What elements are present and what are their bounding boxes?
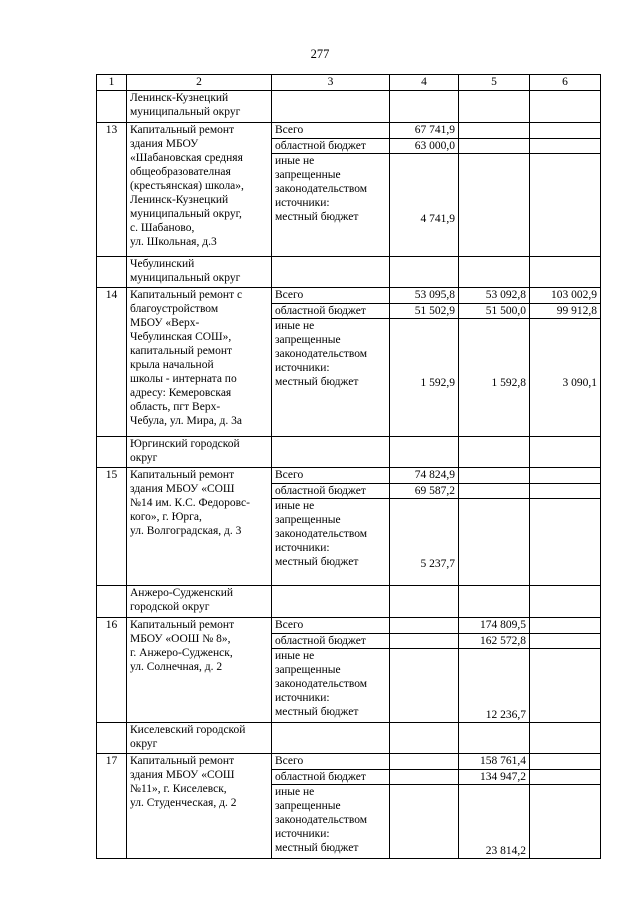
label-regional: областной бюджет [272, 770, 390, 785]
col-header-5: 5 [459, 75, 530, 91]
value-cell: 53 095,8 [390, 288, 459, 304]
value-cell: 158 761,4 [459, 754, 530, 770]
value-cell: 51 502,9 [390, 304, 459, 319]
value-cell: 134 947,2 [459, 770, 530, 785]
object-name: Капитальный ремонт здания МБОУ «СОШ №11», г. Киселевск, ул. Студенческая, д. 2 [130, 755, 237, 809]
row-number: 13 [97, 123, 127, 257]
label-total: Всего [272, 288, 390, 304]
district-name: Юргинский городской округ [130, 438, 240, 464]
value-cell: 53 092,8 [459, 288, 530, 304]
district-row [97, 91, 601, 123]
district-row [97, 723, 601, 754]
label-regional: областной бюджет [272, 484, 390, 499]
row-number: 16 [97, 618, 127, 723]
district-name: Киселевский городской округ [130, 724, 246, 750]
value-cell: 51 500,0 [459, 304, 530, 319]
label-regional: областной бюджет [272, 304, 390, 319]
row-number: 17 [97, 754, 127, 859]
label-other-local: иные не запрещенные законодательством источники: местный бюджет [275, 500, 368, 568]
value-cell: 5 237,7 [390, 499, 459, 586]
district-name: Ленинск-Кузнецкий муниципальный округ [130, 92, 241, 118]
label-total: Всего [272, 754, 390, 770]
object-name: Капитальный ремонт здания МБОУ «СОШ №14 им. К.С. Федоровс- кого», г. Юрга, ул. Волгоградская, д. 3 [130, 469, 250, 537]
district-row [97, 257, 601, 288]
district-row [97, 437, 601, 468]
label-other-local: иные не запрещенные законодательством источники: местный бюджет [275, 155, 368, 223]
value-cell: 1 592,8 [459, 319, 530, 437]
value-cell: 69 587,2 [390, 484, 459, 499]
value-cell: 174 809,5 [459, 618, 530, 634]
col-header-3: 3 [272, 75, 390, 91]
label-regional: областной бюджет [272, 634, 390, 649]
label-regional: областной бюджет [272, 139, 390, 154]
table-row [97, 123, 601, 139]
district-row [97, 586, 601, 618]
label-other-local: иные не запрещенные законодательством источники: местный бюджет [275, 320, 368, 388]
object-name: Капитальный ремонт МБОУ «ООШ № 8», г. Анжеро-Судженск, ул. Солнечная, д. 2 [130, 619, 235, 673]
value-cell: 63 000,0 [390, 139, 459, 154]
table-row [97, 468, 601, 484]
value-cell: 103 002,9 [530, 288, 601, 304]
value-cell: 1 592,9 [390, 319, 459, 437]
object-name: Капитальный ремонт здания МБОУ «Шабановская средняя общеобразователная (крестьянская) школа», Ленинск-Кузнецкий муниципальный округ, с. Шабаново, ул. Школьная, д.3 [130, 124, 244, 248]
label-total: Всего [272, 123, 390, 139]
district-name: Анжеро-Судженский городской округ [130, 587, 234, 613]
funding-table [96, 74, 601, 859]
value-cell: 4 741,9 [390, 154, 459, 257]
label-total: Всего [272, 468, 390, 484]
col-header-1: 1 [97, 75, 127, 91]
table-row [97, 288, 601, 304]
label-total: Всего [272, 618, 390, 634]
value-cell: 99 912,8 [530, 304, 601, 319]
col-header-2: 2 [127, 75, 272, 91]
col-header-4: 4 [390, 75, 459, 91]
label-other-local: иные не запрещенные законодательством источники: местный бюджет [275, 786, 368, 854]
header-row [97, 75, 601, 91]
district-name: Чебулинский муниципальный округ [130, 258, 241, 284]
row-number: 14 [97, 288, 127, 437]
value-cell: 12 236,7 [459, 649, 530, 723]
table-row [97, 754, 601, 770]
label-other-local: иные не запрещенные законодательством источники: местный бюджет [275, 650, 368, 718]
value-cell: 3 090,1 [530, 319, 601, 437]
object-name: Капитальный ремонт с благоустройством МБОУ «Верх- Чебулинская СОШ», капитальный ремонт крыла начальной школы - интерната по адресу: Кемеровская область, пгт Верх- Чебула, ул. Мира, д. 3а [130, 289, 243, 427]
value-cell: 23 814,2 [459, 785, 530, 859]
value-cell: 67 741,9 [390, 123, 459, 139]
col-header-6: 6 [530, 75, 601, 91]
value-cell: 74 824,9 [390, 468, 459, 484]
table-row [97, 618, 601, 634]
page-number: 277 [310, 47, 330, 61]
value-cell: 162 572,8 [459, 634, 530, 649]
row-number: 15 [97, 468, 127, 586]
